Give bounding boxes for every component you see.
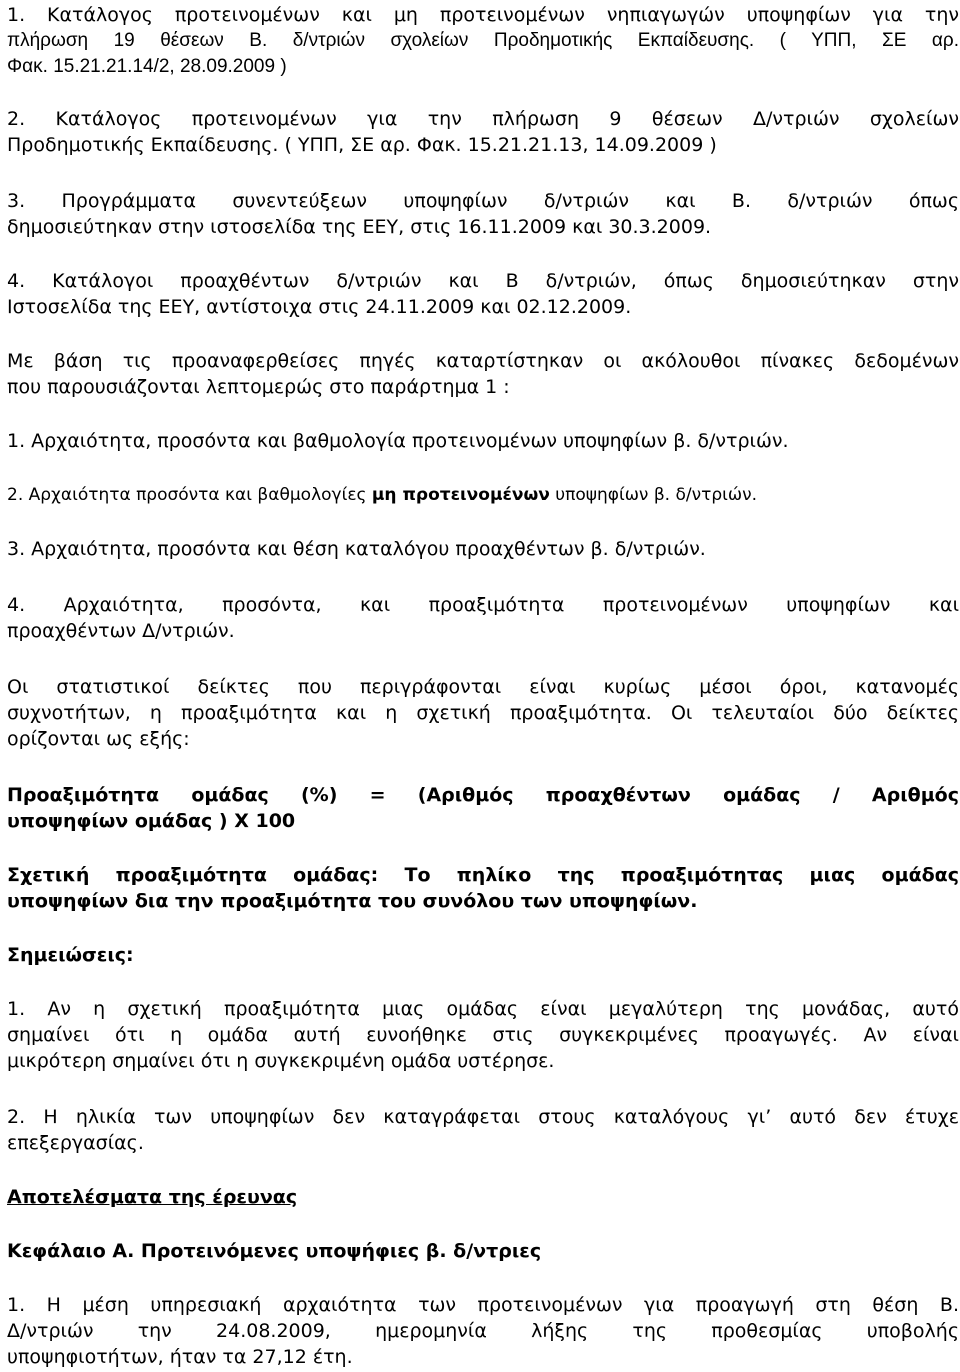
source-item-1 bbox=[7, 2, 959, 80]
text-line: 3. Αρχαιότητα, προσόντα και θέση καταλόγου προαχθέντων β. δ/ντριών. bbox=[7, 538, 706, 560]
text-line: υποψηφίων δια την προαξιμότητα του συνόλου των υποψηφίων. bbox=[7, 890, 698, 912]
source-item-4 bbox=[7, 268, 959, 320]
text-line: που παρουσιάζονται λεπτομερώς στο παράρτημα 1 : bbox=[7, 376, 510, 398]
text-line: Αποτελέσματα της έρευνας bbox=[7, 1186, 298, 1208]
text-line: 1. Αν η σχετική προαξιμότητα μιας ομάδας είναι μεγαλύτερη της μονάδας, αυτό bbox=[7, 998, 959, 1020]
text-line: 1. Η μέση υπηρεσιακή αρχαιότητα των προτεινομένων για προαγωγή στη θέση Β. bbox=[7, 1294, 959, 1316]
text-line: Σημειώσεις: bbox=[7, 944, 134, 966]
text-line: συχνοτήτων, η προαξιμότητα και η σχετική προαξιμότητα. Οι τελευταίοι δύο δείκτες bbox=[7, 702, 959, 724]
text-segment: 2. Αρχαιότητα προσόντα και βαθμολογίες bbox=[7, 485, 372, 505]
text-segment: υποψηφίων β. δ/ντριών. bbox=[549, 485, 758, 505]
table-item-2 bbox=[7, 482, 959, 508]
source-item-2 bbox=[7, 106, 959, 158]
indicators-paragraph bbox=[7, 674, 959, 752]
formula-promotability bbox=[7, 782, 959, 834]
formula-relative-promotability bbox=[7, 862, 959, 914]
table-item-4 bbox=[7, 592, 959, 644]
results-heading bbox=[7, 1184, 959, 1210]
table-item-1 bbox=[7, 428, 959, 454]
result-item-1 bbox=[7, 1292, 959, 1370]
text-line: 2. Η ηλικία των υποψηφίων δεν καταγράφεται στους καταλόγους γι’ αυτό δεν έτυχε bbox=[7, 1106, 959, 1128]
text-line: 2. Κατάλογος προτεινομένων για την πλήρωση 9 θέσεων Δ/ντριών σχολείων bbox=[7, 108, 959, 130]
text-line: ορίζονται ως εξής: bbox=[7, 728, 190, 750]
text-line: Σχετική προαξιμότητα ομάδας: Το πηλίκο της προαξιμότητας μιας ομάδας bbox=[7, 864, 959, 886]
text-line: Κεφάλαιο Α. Προτεινόμενες υποψήφιες β. δ/ντριες bbox=[7, 1240, 542, 1262]
text-line bbox=[7, 482, 959, 508]
text-line: προαχθέντων Δ/ντριών. bbox=[7, 620, 235, 642]
text-line: Προδημοτικής Εκπαίδευσης. ( ΥΠΠ, ΣΕ αρ. Φακ. 15.21.21.13, 14.09.2009 ) bbox=[7, 134, 717, 156]
text-line: πλήρωση 19 θέσεων Β. δ/ντριών σχολείων Προδημοτικής Εκπαίδευσης. ( ΥΠΠ, ΣΕ αρ. bbox=[7, 30, 959, 51]
note-2 bbox=[7, 1104, 959, 1156]
text-line: Δ/ντριών την 24.08.2009, ημερομηνία λήξης της προθεσμίας υποβολής bbox=[7, 1320, 959, 1342]
text-line: σημαίνει ότι η ομάδα αυτή ευνοήθηκε στις συγκεκριμένες προαγωγές. Αν είναι bbox=[7, 1024, 959, 1046]
text-line: 4. Αρχαιότητα, προσόντα, και προαξιμότητα προτεινομένων υποψηφίων και bbox=[7, 594, 959, 616]
text-line: Ιστοσελίδα της ΕΕΥ, αντίστοιχα στις 24.11.2009 και 02.12.2009. bbox=[7, 296, 632, 318]
text-line: 1. Αρχαιότητα, προσόντα και βαθμολογία προτεινομένων υποψηφίων β. δ/ντριών. bbox=[7, 430, 789, 452]
notes-heading bbox=[7, 942, 959, 968]
text-line: Φακ. 15.21.21.14/2, 28.09.2009 ) bbox=[7, 56, 287, 77]
text-line: επεξεργασίας. bbox=[7, 1132, 144, 1154]
text-line: Οι στατιστικοί δείκτες που περιγράφονται είναι κυρίως μέσοι όροι, κατανομές bbox=[7, 676, 959, 698]
bold-segment: μη προτεινομένων bbox=[371, 485, 550, 505]
source-item-3 bbox=[7, 188, 959, 240]
text-line: μικρότερη σημαίνει ότι η συγκεκριμένη ομάδα υστέρησε. bbox=[7, 1050, 555, 1072]
text-line: Προαξιμότητα ομάδας (%) = (Αριθμός προαχθέντων ομάδας / Αριθμός bbox=[7, 784, 959, 806]
text-line: 1. Κατάλογος προτεινομένων και μη προτεινομένων νηπιαγωγών υποψηφίων για την bbox=[7, 4, 959, 26]
table-item-3 bbox=[7, 536, 959, 562]
note-1 bbox=[7, 996, 959, 1074]
text-line: 3. Προγράμματα συνεντεύξεων υποψηφίων δ/ντριών και Β. δ/ντριών όπως bbox=[7, 190, 959, 212]
text-line: Με βάση τις προαναφερθείσες πηγές καταρτίστηκαν οι ακόλουθοι πίνακες δεδομένων bbox=[7, 350, 959, 372]
intro-paragraph bbox=[7, 348, 959, 400]
chapter-heading bbox=[7, 1238, 959, 1264]
text-line: υποψηφίων ομάδας ) Χ 100 bbox=[7, 810, 296, 832]
text-line: υποψηφιοτήτων, ήταν τα 27,12 έτη. bbox=[7, 1346, 353, 1368]
text-line: 4. Κατάλογοι προαχθέντων δ/ντριών και Β δ/ντριών, όπως δημοσιεύτηκαν στην bbox=[7, 270, 959, 292]
text-line: δημοσιεύτηκαν στην ιστοσελίδα της ΕΕΥ, στις 16.11.2009 και 30.3.2009. bbox=[7, 216, 712, 238]
